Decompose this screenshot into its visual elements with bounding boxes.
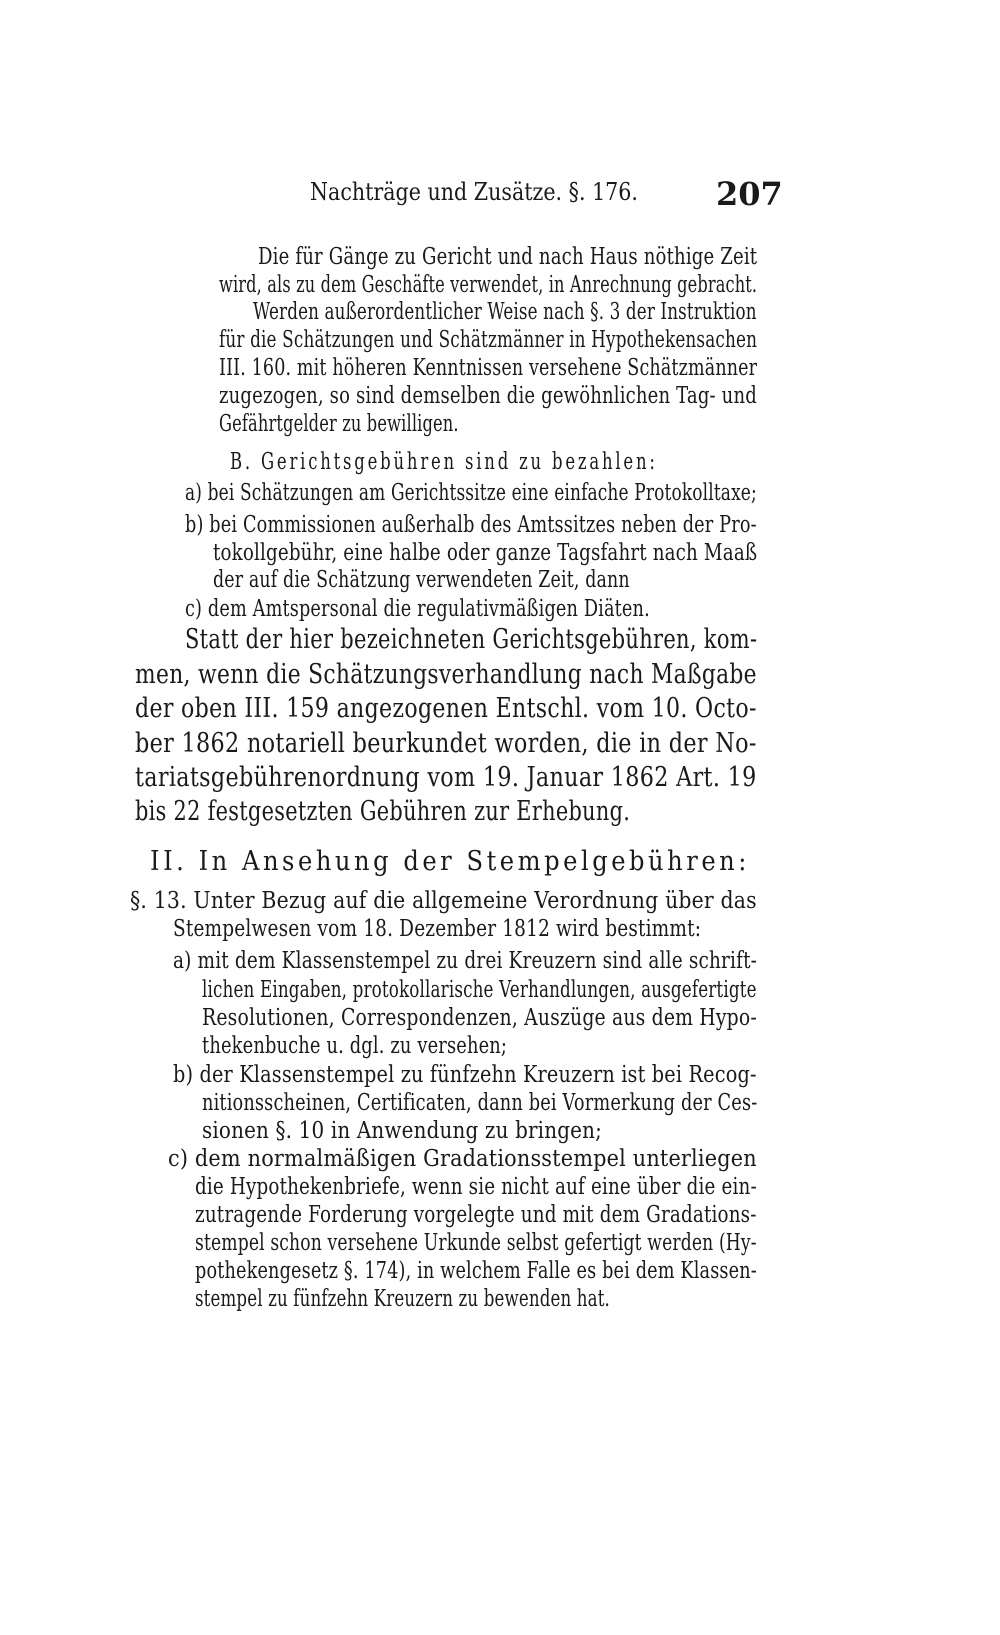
text-line: ber 1862 notariell beurkundet worden, die in der No- xyxy=(135,727,757,759)
text-line: lichen Eingaben, protokollarische Verhandlungen, ausgefertigte xyxy=(202,975,757,1003)
text-line: tokollgebühr, eine halbe oder ganze Tagsfahrt nach Maaß xyxy=(213,538,758,566)
text-line: nitionsscheinen, Certificaten, dann bei Vormerkung der Ces- xyxy=(202,1088,758,1116)
text-line: der auf die Schätzung verwendeten Zeit, dann xyxy=(213,565,630,593)
list-item: a) mit dem Klassenstempel zu drei Kreuzern sind alle schrift- xyxy=(173,946,758,974)
text-line: stempel zu fünfzehn Kreuzern zu bewenden hat. xyxy=(195,1284,610,1312)
text-line: thekenbuche u. dgl. zu versehen; xyxy=(202,1031,508,1059)
text-line: sionen §. 10 in Anwendung zu bringen; xyxy=(202,1116,602,1144)
text-line: bis 22 festgesetzten Gebühren zur Erhebung. xyxy=(135,795,631,827)
text-line: men, wenn die Schätzungsverhandlung nach Maßgabe xyxy=(135,658,757,690)
text-line: der oben III. 159 angezogenen Entschl. vom 10. Octo- xyxy=(135,692,757,724)
text-line: III. 160. mit höheren Kenntnissen versehene Schätzmänner xyxy=(219,353,758,381)
text-line: wird, als zu dem Geschäfte verwendet, in Anrechnung gebracht. xyxy=(219,270,758,298)
text-line: Gefährtgelder zu bewilligen. xyxy=(219,409,459,437)
running-title: Nachträge und Zusätze. §. 176. xyxy=(310,178,638,206)
list-item: c) dem normalmäßigen Gradationsstempel unterliegen xyxy=(168,1144,757,1172)
text-line: die Hypothekenbriefe, wenn sie nicht auf eine über die ein- xyxy=(195,1172,757,1200)
text-line: Stempelwesen vom 18. Dezember 1812 wird bestimmt: xyxy=(173,914,702,942)
list-item: c) dem Amtspersonal die regulativmäßigen Diäten. xyxy=(185,594,650,622)
section-heading: II. In Ansehung der Stempelgebühren: xyxy=(150,845,750,877)
text-line: Werden außerordentlicher Weise nach §. 3 der Instruktion xyxy=(253,297,757,325)
text-line: zugezogen, so sind demselben die gewöhnlichen Tag- und xyxy=(219,381,757,409)
list-item: a) bei Schätzungen am Gerichtssitze eine einfache Protokolltaxe; xyxy=(185,478,757,506)
text-line: Statt der hier bezeichneten Gerichtsgebühren, kom- xyxy=(185,623,758,655)
section-heading: B. Gerichtsgebühren sind zu bezahlen: xyxy=(230,447,658,475)
page-number: 207 xyxy=(716,175,783,213)
text-line: Resolutionen, Correspondenzen, Auszüge aus dem Hypo- xyxy=(202,1003,757,1031)
text-line: §. 13. Unter Bezug auf die allgemeine Verordnung über das xyxy=(130,886,757,914)
text-line: Die für Gänge zu Gericht und nach Haus nöthige Zeit xyxy=(258,242,758,270)
text-line: für die Schätzungen und Schätzmänner in Hypothekensachen xyxy=(219,325,758,353)
list-item: b) bei Commissionen außerhalb des Amtssitzes neben der Pro- xyxy=(185,510,757,538)
text-line: tariatsgebührenordnung vom 19. Januar 1862 Art. 19 xyxy=(135,761,757,793)
list-item: b) der Klassenstempel zu fünfzehn Kreuzern ist bei Recog- xyxy=(173,1060,757,1088)
text-line: stempel schon versehene Urkunde selbst gefertigt werden (Hy- xyxy=(195,1228,757,1256)
text-line: pothekengesetz §. 174), in welchem Falle es bei dem Klassen- xyxy=(195,1256,757,1284)
text-line: zutragende Forderung vorgelegte und mit dem Gradations- xyxy=(195,1200,757,1228)
